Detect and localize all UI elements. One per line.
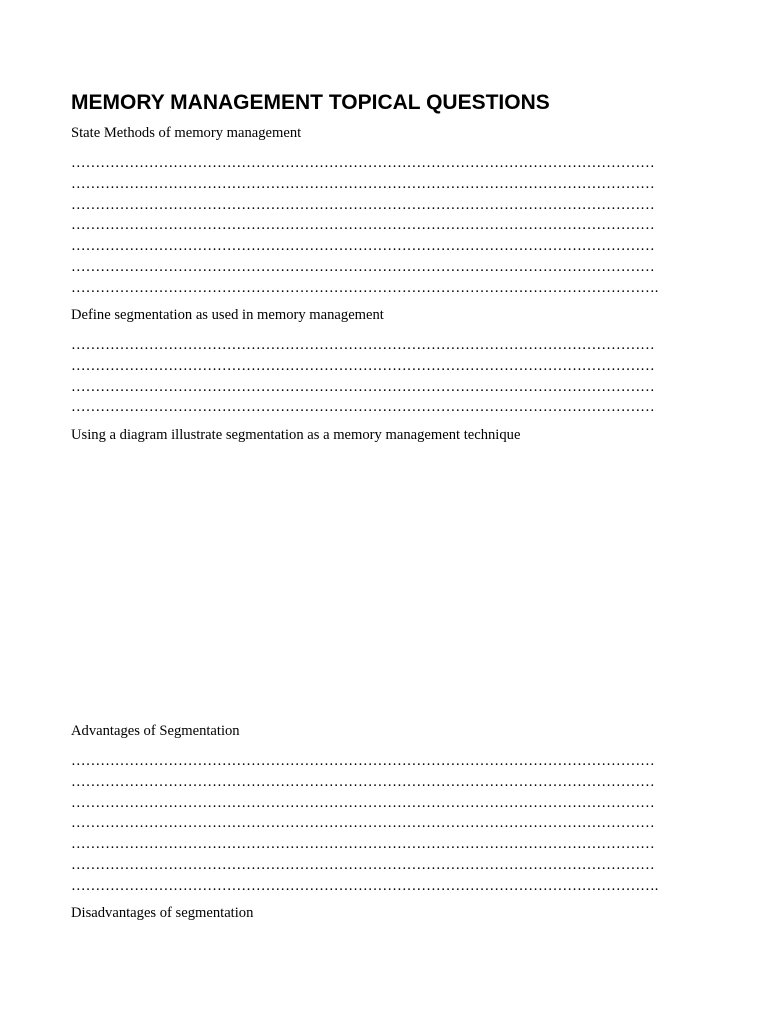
answer-lines — [71, 751, 711, 897]
answer-lines — [71, 153, 711, 299]
answer-line: ………………………………………………………………………………………………………… — [71, 258, 655, 275]
answer-line: ………………………………………………………………………………………………………… — [71, 753, 655, 769]
answer-line: ………………………………………………………………………………………………………… — [71, 815, 655, 832]
answer-line: ………………………………………………………………………………………………………… — [71, 196, 655, 213]
question-disadvantages — [71, 903, 711, 923]
answer-line: ………………………………………………………………………………………………………… — [71, 399, 655, 416]
answer-line: ………………………………………………………………………………………………………… — [71, 357, 655, 374]
question-advantages — [71, 721, 711, 897]
question-prompt: Define segmentation as used in memory management — [71, 307, 384, 323]
answer-line: …………………………………………………………………………………………………………. — [71, 279, 659, 296]
answer-line: ………………………………………………………………………………………………………… — [71, 773, 655, 790]
question-prompt: Disadvantages of segmentation — [71, 905, 254, 921]
answer-line: ………………………………………………………………………………………………………… — [71, 836, 655, 853]
answer-line: …………………………………………………………………………………………………………. — [71, 877, 659, 894]
answer-lines — [71, 335, 711, 418]
answer-line: ………………………………………………………………………………………………………… — [71, 175, 655, 192]
answer-line: ………………………………………………………………………………………………………… — [71, 378, 655, 395]
question-diagram — [71, 425, 711, 715]
question-prompt: State Methods of memory management — [71, 125, 302, 141]
answer-line: ………………………………………………………………………………………………………… — [71, 238, 655, 255]
diagram-space — [71, 445, 711, 715]
question-prompt: Using a diagram illustrate segmentation as a memory management technique — [71, 427, 521, 443]
answer-line: ………………………………………………………………………………………………………… — [71, 337, 655, 353]
answer-line: ………………………………………………………………………………………………………… — [71, 155, 655, 171]
question-define-segmentation — [71, 305, 711, 418]
page-title: MEMORY MANAGEMENT TOPICAL QUESTIONS — [71, 91, 550, 114]
answer-line: ………………………………………………………………………………………………………… — [71, 794, 655, 811]
answer-line: ………………………………………………………………………………………………………… — [71, 217, 655, 234]
answer-line: ………………………………………………………………………………………………………… — [71, 856, 655, 873]
question-methods — [71, 123, 711, 299]
question-prompt: Advantages of Segmentation — [71, 723, 240, 739]
